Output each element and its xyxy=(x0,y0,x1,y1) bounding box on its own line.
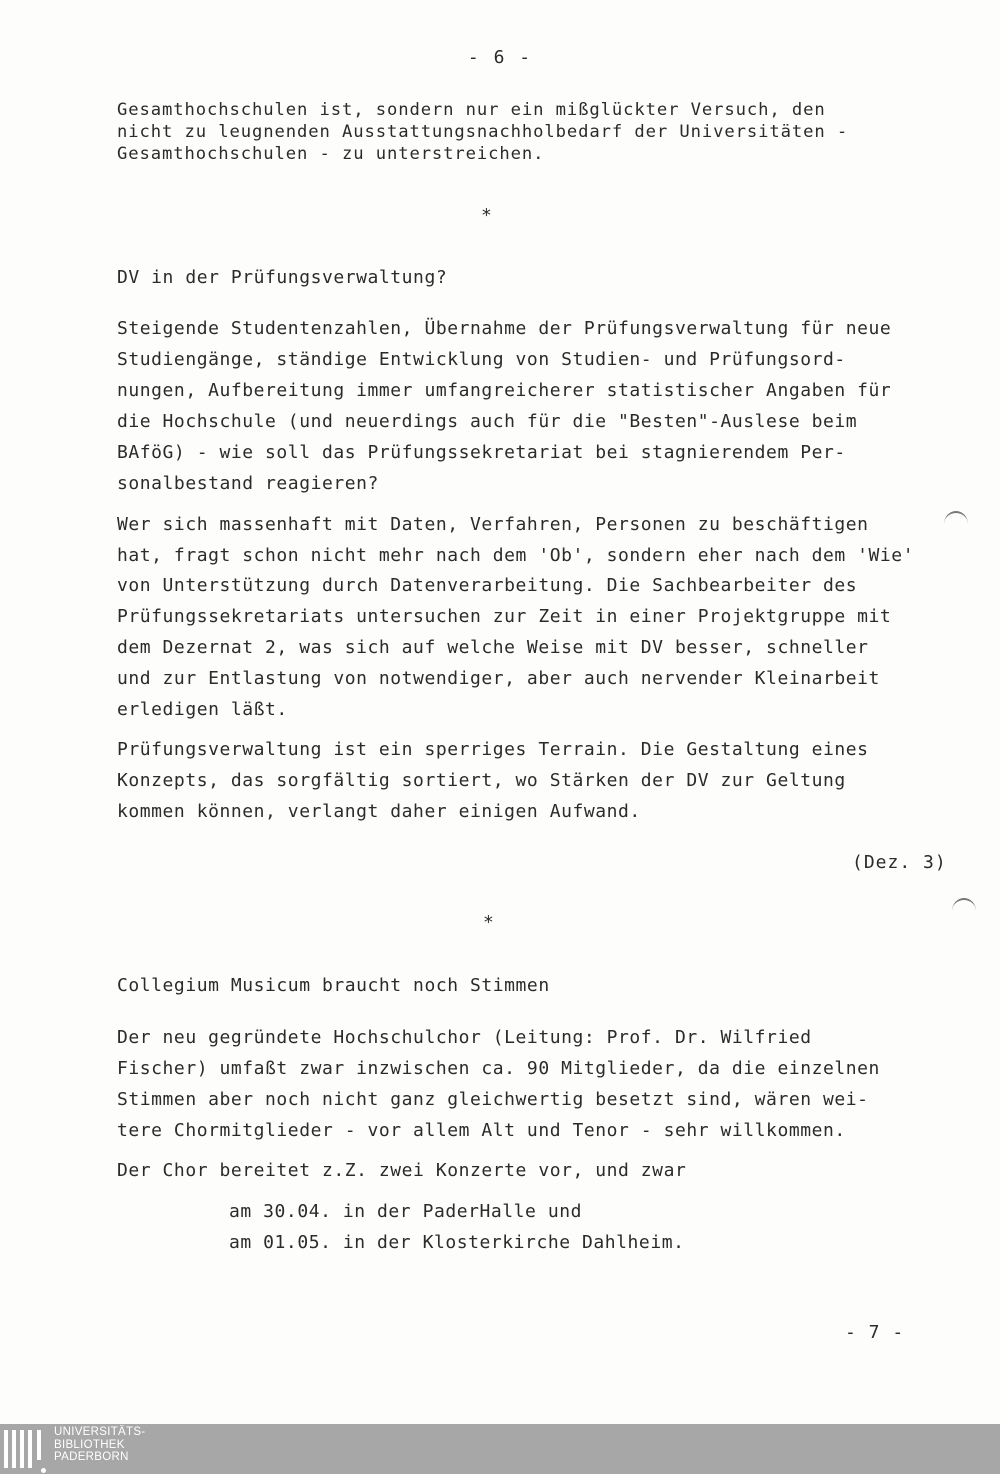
text-line: Fischer) umfaßt zwar inzwischen ca. 90 Mitglieder, da die einzelnen xyxy=(117,1058,880,1079)
page-number-next: - 7 - xyxy=(845,1322,905,1343)
section-separator: * xyxy=(483,912,494,933)
text-line: Wer sich massenhaft mit Daten, Verfahren, Personen zu beschäftigen xyxy=(117,514,869,535)
logo-line: BIBLIOTHEK xyxy=(54,1438,125,1451)
text-line: Der Chor bereitet z.Z. zwei Konzerte vor, und zwar xyxy=(117,1160,687,1181)
text-line: Der neu gegründete Hochschulchor (Leitung: Prof. Dr. Wilfried xyxy=(117,1027,812,1048)
text-line: Prüfungsverwaltung ist ein sperriges Terrain. Die Gestaltung eines xyxy=(117,739,869,760)
text-line: sonalbestand reagieren? xyxy=(117,473,379,494)
section-heading: Collegium Musicum braucht noch Stimmen xyxy=(117,975,550,996)
text-line: Stimmen aber noch nicht ganz gleichwertig besetzt sind, wären wei- xyxy=(117,1089,869,1110)
logo-line: PADERBORN xyxy=(54,1451,129,1463)
text-line: und zur Entlastung von notwendiger, aber auch nervender Kleinarbeit xyxy=(117,668,880,689)
library-footer-bar xyxy=(0,1424,1000,1474)
text-line: dem Dezernat 2, was sich auf welche Weise mit DV besser, schneller xyxy=(117,637,869,658)
text-line: erledigen läßt. xyxy=(117,699,288,720)
text-line: tere Chormitglieder - vor allem Alt und Tenor - sehr willkommen. xyxy=(117,1120,846,1141)
author-signature: (Dez. 3) xyxy=(852,852,947,873)
text-line: die Hochschule (und neuerdings auch für die "Besten"-Auslese beim xyxy=(117,411,858,432)
punch-hole-mark xyxy=(944,511,968,537)
text-line: BAföG) - wie soll das Prüfungssekretariat bei stagnierendem Per- xyxy=(117,442,846,463)
text-line: Prüfungssekretariats untersuchen zur Zeit in einer Projektgruppe mit xyxy=(117,606,892,627)
text-line: nicht zu leugnenden Ausstattungsnachholbedarf der Universitäten - xyxy=(117,122,849,142)
text-line: Gesamthochschulen ist, sondern nur ein mißglückter Versuch, den xyxy=(117,100,826,120)
page-number-top: - 6 - xyxy=(467,47,533,68)
text-line: kommen können, verlangt daher einigen Aufwand. xyxy=(117,801,641,822)
section-separator: * xyxy=(481,205,492,226)
library-logo-text xyxy=(54,1426,145,1464)
section-heading: DV in der Prüfungsverwaltung? xyxy=(117,267,448,288)
text-line: Steigende Studentenzahlen, Übernahme der Prüfungsverwaltung für neue xyxy=(117,318,892,339)
date-line: am 01.05. in der Klosterkirche Dahlheim. xyxy=(229,1232,685,1253)
logo-line: UNIVERSITÄTS- xyxy=(54,1426,146,1438)
date-line: am 30.04. in der PaderHalle und xyxy=(229,1201,582,1222)
text-line: hat, fragt schon nicht mehr nach dem 'Ob', sondern eher nach dem 'Wie' xyxy=(117,545,915,566)
library-bars-icon xyxy=(4,1430,44,1468)
text-line: Studiengänge, ständige Entwicklung von Studien- und Prüfungsord- xyxy=(117,349,846,370)
text-line: von Unterstützung durch Datenverarbeitung. Die Sachbearbeiter des xyxy=(117,575,858,596)
text-line: Gesamthochschulen - zu unterstreichen. xyxy=(117,144,545,164)
punch-hole-mark xyxy=(952,898,976,924)
text-line: nungen, Aufbereitung immer umfangreicherer statistischer Angaben für xyxy=(117,380,892,401)
text-line: Konzepts, das sorgfältig sortiert, wo Stärken der DV zur Geltung xyxy=(117,770,846,791)
